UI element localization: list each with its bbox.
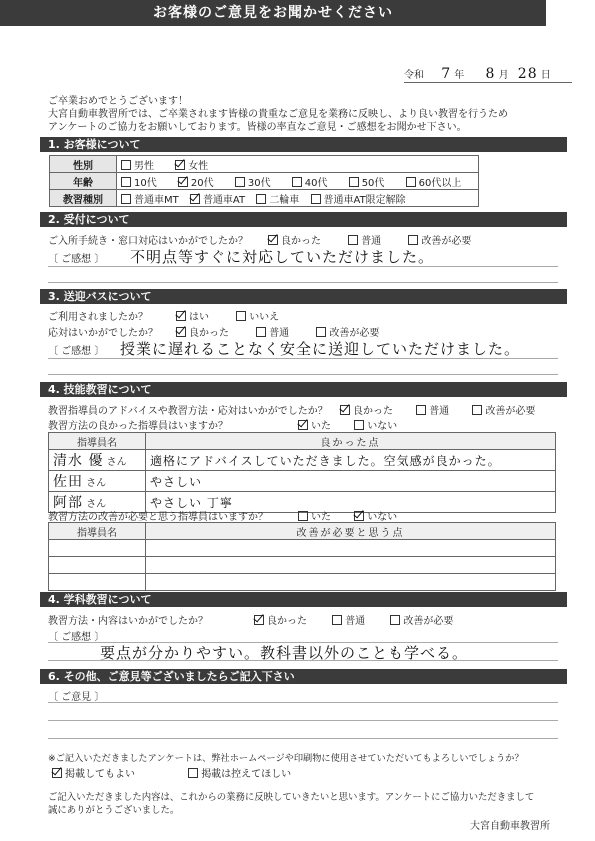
option-publish-ok[interactable]: 掲載してもよい — [52, 765, 135, 780]
date-day-unit: 日 — [540, 70, 551, 81]
option-no[interactable]: いいえ — [236, 308, 279, 323]
col-header-good-point: 良かった点 — [146, 433, 556, 450]
improvement-point-cell[interactable] — [146, 540, 556, 557]
checkbox-icon[interactable] — [472, 405, 482, 415]
checkbox-checked-icon[interactable] — [268, 235, 278, 245]
option-good[interactable]: 良かった — [254, 612, 307, 627]
option-needs-improvement[interactable]: 改善が必要 — [472, 402, 535, 417]
option-yes[interactable]: はい — [176, 308, 209, 323]
checkbox-checked-icon[interactable] — [176, 311, 186, 321]
table-row — [49, 450, 556, 471]
bus-usage-question: ご利用されましたか？ — [48, 312, 148, 323]
checkbox-icon[interactable] — [390, 615, 400, 625]
option-needs-improvement[interactable]: 改善が必要 — [408, 232, 471, 247]
bus-service-options — [176, 324, 379, 339]
age-options — [117, 173, 479, 190]
checkbox-icon[interactable] — [188, 768, 198, 778]
option-at[interactable]: 普通車AT — [190, 191, 245, 206]
checkbox-checked-icon[interactable] — [176, 327, 186, 337]
improvement-point-cell[interactable] — [146, 574, 556, 591]
instructor-name-cell[interactable]: 阿部 さん — [49, 492, 146, 513]
checkbox-checked-icon[interactable] — [52, 768, 62, 778]
option-yes[interactable]: いた — [298, 508, 331, 523]
option-normal[interactable]: 普通 — [256, 324, 289, 339]
intro-line-2: 大宮自動車教習所では、ご卒業されます皆様の貴重なご意見を業務に反映し、より良い教習を行うため — [48, 109, 508, 120]
checkbox-checked-icon[interactable] — [178, 177, 188, 187]
section-4-header: 4. 技能教習について — [40, 382, 567, 397]
option-no[interactable]: いない — [354, 417, 397, 432]
section-3-header: 3. 送迎バスについて — [40, 289, 567, 304]
checkbox-icon[interactable] — [292, 177, 302, 187]
bad-instructor-question: 教習方法の改善が必要と思う指導員はいますか？ — [48, 512, 268, 523]
option-motorcycle[interactable]: 二輪車 — [256, 191, 299, 206]
good-instructor-question: 教習方法の良かった指導員はいますか？ — [48, 421, 228, 432]
instructor-name-cell[interactable] — [49, 574, 146, 591]
classroom-comment[interactable]: 要点が分かりやすい。教科書以外のことも学べる。 — [100, 644, 469, 662]
option-normal[interactable]: 普通 — [416, 402, 449, 417]
col-header-instructor: 指導員名 — [49, 523, 146, 540]
date-era: 令和 — [404, 70, 424, 81]
checkbox-icon[interactable] — [316, 327, 326, 337]
good-point-cell[interactable]: やさしい — [146, 471, 556, 492]
checkbox-icon[interactable] — [235, 177, 245, 187]
classroom-question: 教習方法・内容はいかがでしたか？ — [48, 616, 208, 627]
good-instructor-table — [48, 432, 556, 513]
option-age-20s[interactable]: 20代 — [178, 174, 214, 189]
instructor-name-cell[interactable] — [49, 557, 146, 574]
checkbox-checked-icon[interactable] — [254, 615, 264, 625]
option-good[interactable]: 良かった — [176, 324, 229, 339]
survey-title: お客様のご意見をお聞かせください — [0, 0, 546, 26]
reception-question: ご入所手続き・窓口対応はいかがでしたか？ — [48, 236, 248, 247]
good-point-cell[interactable]: 適格にアドバイスしていただきました。空気感が良かった。 — [146, 450, 556, 471]
organization-name: 大宮自動車教習所 — [470, 821, 550, 832]
option-male[interactable]: 男性 — [121, 157, 154, 172]
bus-comment[interactable]: 授業に遅れることなく安全に送迎していただけました。 — [120, 340, 521, 358]
checkbox-icon[interactable] — [256, 327, 266, 337]
checkbox-icon[interactable] — [349, 177, 359, 187]
checkbox-icon[interactable] — [408, 235, 418, 245]
checkbox-checked-icon[interactable] — [354, 511, 364, 521]
table-row — [49, 540, 556, 557]
intro-line-1: ご卒業おめでとうございます！ — [48, 96, 188, 107]
checkbox-checked-icon[interactable] — [175, 160, 185, 170]
reception-comment[interactable]: 不明点等すぐに対応していただけました。 — [130, 248, 435, 266]
thanks-line-1: ご記入いただきました内容は、これからの業務に反映していきたいと思います。アンケートにご協力いただきまして — [48, 792, 535, 803]
checkbox-checked-icon[interactable] — [340, 405, 350, 415]
opinion-label: 〔 ご意見 〕 — [48, 692, 105, 703]
table-row — [49, 574, 556, 591]
bad-instructor-options — [298, 508, 397, 523]
gender-options — [117, 156, 479, 173]
option-at-limit-release[interactable]: 普通車AT限定解除 — [311, 191, 406, 206]
row-label-gender: 性別 — [50, 156, 117, 173]
option-female[interactable]: 女性 — [175, 157, 208, 172]
opinion-line[interactable] — [48, 720, 558, 721]
row-label-age: 年齢 — [50, 173, 117, 190]
instructor-name-cell[interactable] — [49, 540, 146, 557]
checkbox-icon[interactable] — [121, 177, 131, 187]
row-label-course: 教習種別 — [50, 190, 117, 207]
option-no[interactable]: いない — [354, 508, 397, 523]
good-point-cell[interactable]: やさしい 丁寧 — [146, 492, 556, 513]
option-mt[interactable]: 普通車MT — [121, 191, 179, 206]
checkbox-icon[interactable] — [311, 194, 321, 204]
comment-label: 〔 ご感想 〕 — [48, 254, 105, 265]
bad-instructor-table — [48, 522, 556, 591]
good-instructor-options — [298, 417, 397, 432]
section-5-header: 4. 学科教習について — [40, 592, 567, 607]
date-year-unit: 年 — [454, 70, 465, 81]
option-good[interactable]: 良かった — [268, 232, 321, 247]
publish-options — [52, 765, 291, 780]
checkbox-icon[interactable] — [354, 420, 364, 430]
table-row — [49, 557, 556, 574]
col-header-instructor: 指導員名 — [49, 433, 146, 450]
checkbox-icon[interactable] — [348, 235, 358, 245]
option-normal[interactable]: 普通 — [332, 612, 365, 627]
instructor-options — [340, 402, 535, 417]
option-age-30s[interactable]: 30代 — [235, 174, 271, 189]
checkbox-icon[interactable] — [121, 160, 131, 170]
option-age-40s[interactable]: 40代 — [292, 174, 328, 189]
col-header-improvement-point: 改善が必要と思う点 — [146, 523, 556, 540]
option-age-10s[interactable]: 10代 — [121, 174, 157, 189]
course-options — [117, 190, 479, 207]
date-year[interactable]: 7 — [441, 66, 452, 82]
date-month[interactable]: 8 — [485, 66, 496, 82]
bus-service-question: 応対はいかがでしたか？ — [48, 328, 158, 339]
checkbox-checked-icon[interactable] — [298, 420, 308, 430]
checkbox-icon[interactable] — [256, 194, 266, 204]
comment-label: 〔 ご感想 〕 — [48, 632, 105, 643]
instructor-name-cell[interactable]: 佐田 さん — [49, 471, 146, 492]
instructor-question: 教習指導員のアドバイスや教習方法・応対はいかがでしたか？ — [48, 406, 328, 417]
customer-info-table — [49, 155, 479, 207]
comment-label: 〔 ご感想 〕 — [48, 346, 105, 357]
section-2-header: 2. 受付について — [40, 212, 567, 227]
date-row — [404, 66, 551, 82]
date-month-unit: 月 — [498, 70, 509, 81]
option-yes[interactable]: いた — [298, 417, 331, 432]
option-publish-no[interactable]: 掲載は控えてほしい — [188, 765, 291, 780]
instructor-name-cell[interactable]: 清水 優 さん — [49, 450, 146, 471]
option-needs-improvement[interactable]: 改善が必要 — [316, 324, 379, 339]
checkbox-icon[interactable] — [406, 177, 416, 187]
option-age-50s[interactable]: 50代 — [349, 174, 385, 189]
section-6-header: 6. その他、ご意見等ございましたらご記入下さい — [40, 669, 567, 684]
reception-options — [268, 232, 471, 247]
checkbox-icon[interactable] — [298, 511, 308, 521]
checkbox-icon[interactable] — [121, 194, 131, 204]
checkbox-icon[interactable] — [236, 311, 246, 321]
checkbox-icon[interactable] — [416, 405, 426, 415]
option-age-60plus[interactable]: 60代以上 — [406, 174, 462, 189]
bus-usage-options — [176, 308, 279, 323]
table-row — [49, 471, 556, 492]
option-needs-improvement[interactable]: 改善が必要 — [390, 612, 453, 627]
option-good[interactable]: 良かった — [340, 402, 393, 417]
checkbox-icon[interactable] — [332, 615, 342, 625]
option-normal[interactable]: 普通 — [348, 232, 381, 247]
opinion-line[interactable] — [48, 738, 558, 739]
section-1-header: 1. お客様について — [40, 137, 567, 152]
improvement-point-cell[interactable] — [146, 557, 556, 574]
publish-question: ※ご記入いただきましたアンケートは、弊社ホームページや印刷物に使用させていただいてもよろしいでしょうか？ — [48, 753, 524, 764]
date-day[interactable]: 28 — [517, 66, 538, 82]
thanks-line-2: 誠にありがとうございました。 — [48, 805, 180, 816]
classroom-options — [254, 612, 453, 627]
intro-line-3: アンケートのご協力をお願いしております。皆様の率直なご意見・ご感想をお聞かせ下さい。 — [48, 122, 467, 133]
checkbox-checked-icon[interactable] — [190, 194, 200, 204]
